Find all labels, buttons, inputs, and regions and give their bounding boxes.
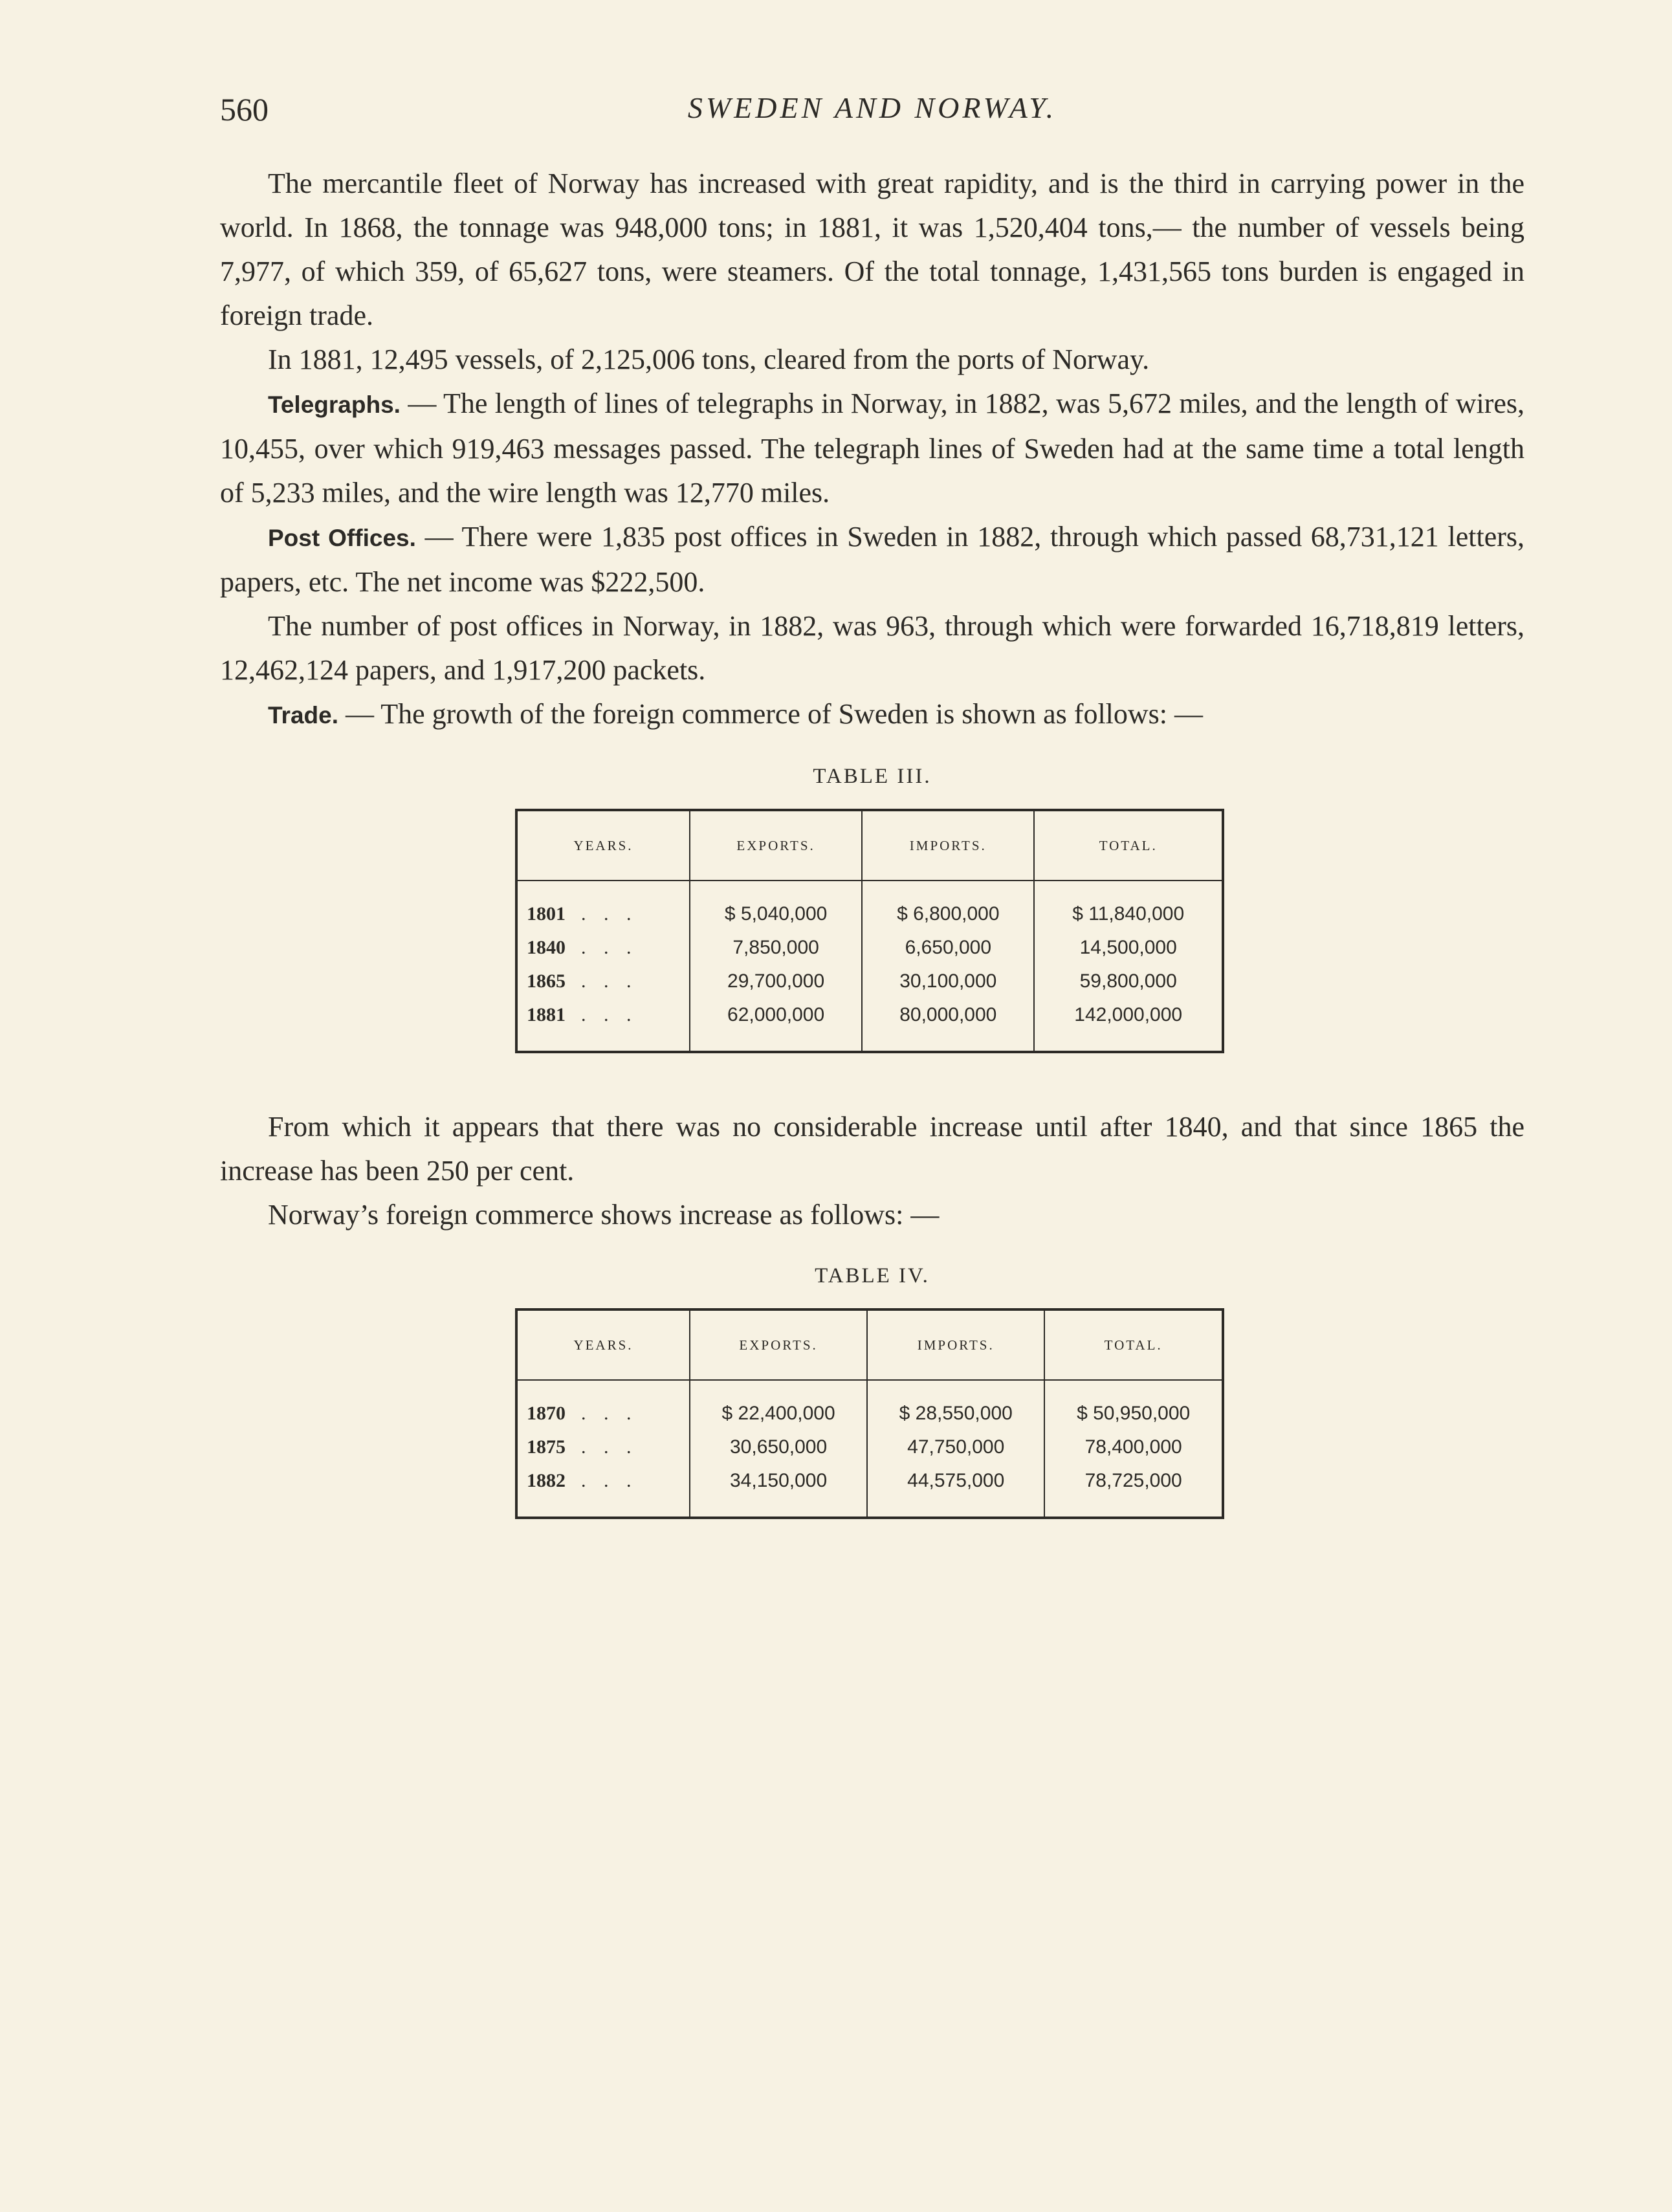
- table-row: [516, 1380, 1223, 1430]
- total-cell: 59,800,000: [1079, 970, 1177, 992]
- column-header-exports: EXPORTS.: [690, 1309, 867, 1380]
- table-iv: [515, 1308, 1224, 1519]
- imports-cell: 6,650,000: [862, 931, 1034, 965]
- table-iii: [515, 809, 1224, 1053]
- imports-cell: 44,575,000: [867, 1464, 1044, 1518]
- total-cell: 78,400,000: [1084, 1436, 1182, 1458]
- spacer: [220, 1053, 1524, 1105]
- year-value: 1840: [527, 937, 566, 958]
- leader-dots: . . .: [581, 937, 638, 958]
- imports-cell: $ 28,550,000: [867, 1380, 1044, 1430]
- exports-cell: 29,700,000: [690, 965, 862, 998]
- exports-cell: 62,000,000: [690, 998, 862, 1052]
- paragraph-norway-post: The number of post offices in Norway, in 1882, was 963, through which were forwarded 16,718,819 letters, 12,462,124 papers, and 1,917,200 packets.: [220, 610, 1524, 686]
- table-row: [516, 1464, 1223, 1518]
- year-value: 1801: [527, 903, 566, 925]
- leader-dots: . . .: [581, 1436, 638, 1458]
- exports-cell: $ 22,400,000: [690, 1380, 867, 1430]
- exports-cell: 34,150,000: [690, 1464, 867, 1518]
- imports-cell: $ 6,800,000: [862, 881, 1034, 931]
- paragraph-sweden-increase: From which it appears that there was no considerable increase until after 1840, and that since 1865 the increase has been 250 per cent.: [220, 1111, 1524, 1187]
- paragraph-telegraphs: [220, 382, 1524, 515]
- table-header-row: [516, 1309, 1223, 1380]
- paragraph-norway-commerce: Norway’s foreign commerce shows increase as follows: —: [268, 1199, 940, 1231]
- column-header-total: TOTAL.: [1034, 810, 1223, 881]
- imports-cell: 30,100,000: [862, 965, 1034, 998]
- column-header-years: YEARS.: [516, 1309, 690, 1380]
- table-header-row: [516, 810, 1223, 881]
- leader-dots: . . .: [581, 970, 638, 992]
- table-row: [516, 1430, 1223, 1464]
- leader-dots: . . .: [581, 903, 638, 925]
- post-offices-heading: Post Offices.: [268, 525, 416, 551]
- table-row: [516, 881, 1223, 931]
- paragraph-post-offices: [220, 515, 1524, 604]
- page-number: 560: [220, 91, 269, 127]
- year-cell: [516, 1430, 690, 1464]
- year-cell: [516, 998, 690, 1052]
- year-cell: [516, 1464, 690, 1518]
- leader-dots: . . .: [581, 1403, 638, 1424]
- column-header-total: TOTAL.: [1044, 1309, 1223, 1380]
- year-cell: [516, 931, 690, 965]
- page-header: [220, 91, 1524, 136]
- paragraph-mercantile-fleet: The mercantile fleet of Norway has increased with great rapidity, and is the third in carrying power in the world. In 1868, the tonnage was 948,000 tons; in 1881, it was 1,520,404 tons,— the number of vessels being 7,977, of which 359, of 65,627 tons, were steamers. Of the total tonnage, 1,431,565 tons burden is engaged in foreign trade.: [220, 168, 1524, 331]
- exports-cell: 7,850,000: [690, 931, 862, 965]
- table-iv-caption: TABLE IV.: [815, 1264, 930, 1287]
- imports-cell: 80,000,000: [862, 998, 1034, 1052]
- table-row: [516, 998, 1223, 1052]
- total-cell: $ 50,950,000: [1077, 1403, 1191, 1424]
- page-body: [220, 162, 1524, 1519]
- telegraphs-heading: Telegraphs.: [268, 391, 401, 418]
- exports-cell: 30,650,000: [690, 1430, 867, 1464]
- table-row: [516, 931, 1223, 965]
- year-value: 1881: [527, 1004, 566, 1025]
- column-header-imports: IMPORTS.: [862, 810, 1034, 881]
- column-header-exports: EXPORTS.: [690, 810, 862, 881]
- paragraph-vessels-cleared: In 1881, 12,495 vessels, of 2,125,006 tons, cleared from the ports of Norway.: [268, 344, 1150, 375]
- table-row: [516, 965, 1223, 998]
- column-header-imports: IMPORTS.: [867, 1309, 1044, 1380]
- exports-cell: $ 5,040,000: [690, 881, 862, 931]
- paragraph-trade: [220, 692, 1524, 738]
- total-cell: 14,500,000: [1079, 937, 1177, 958]
- year-value: 1870: [527, 1403, 566, 1424]
- year-value: 1865: [527, 970, 566, 992]
- imports-cell: 47,750,000: [867, 1430, 1044, 1464]
- year-value: 1882: [527, 1470, 566, 1491]
- table-iii-caption: TABLE III.: [813, 765, 932, 788]
- year-cell: [516, 881, 690, 931]
- leader-dots: . . .: [581, 1470, 638, 1491]
- trade-text: — The growth of the foreign commerce of Sweden is shown as follows: —: [338, 698, 1204, 730]
- trade-heading: Trade.: [268, 702, 338, 728]
- post-offices-text: — There were 1,835 post offices in Sweden in 1882, through which passed 68,731,121 letters, papers, etc. The net income was $222,500.: [220, 521, 1524, 598]
- total-cell: 78,725,000: [1084, 1470, 1182, 1491]
- total-cell: $ 11,840,000: [1072, 903, 1185, 925]
- year-cell: [516, 1380, 690, 1430]
- leader-dots: . . .: [581, 1004, 638, 1025]
- year-cell: [516, 965, 690, 998]
- running-title: SWEDEN AND NORWAY.: [687, 91, 1057, 124]
- year-value: 1875: [527, 1436, 566, 1458]
- total-cell: 142,000,000: [1074, 1004, 1183, 1025]
- column-header-years: YEARS.: [516, 810, 690, 881]
- telegraphs-text: — The length of lines of telegraphs in Norway, in 1882, was 5,672 miles, and the length of wires, 10,455, over which 919,463 messages passed. The telegraph lines of Sweden had at the same time a total length of 5,233 miles, and the wire length was 12,770 miles.: [220, 388, 1524, 509]
